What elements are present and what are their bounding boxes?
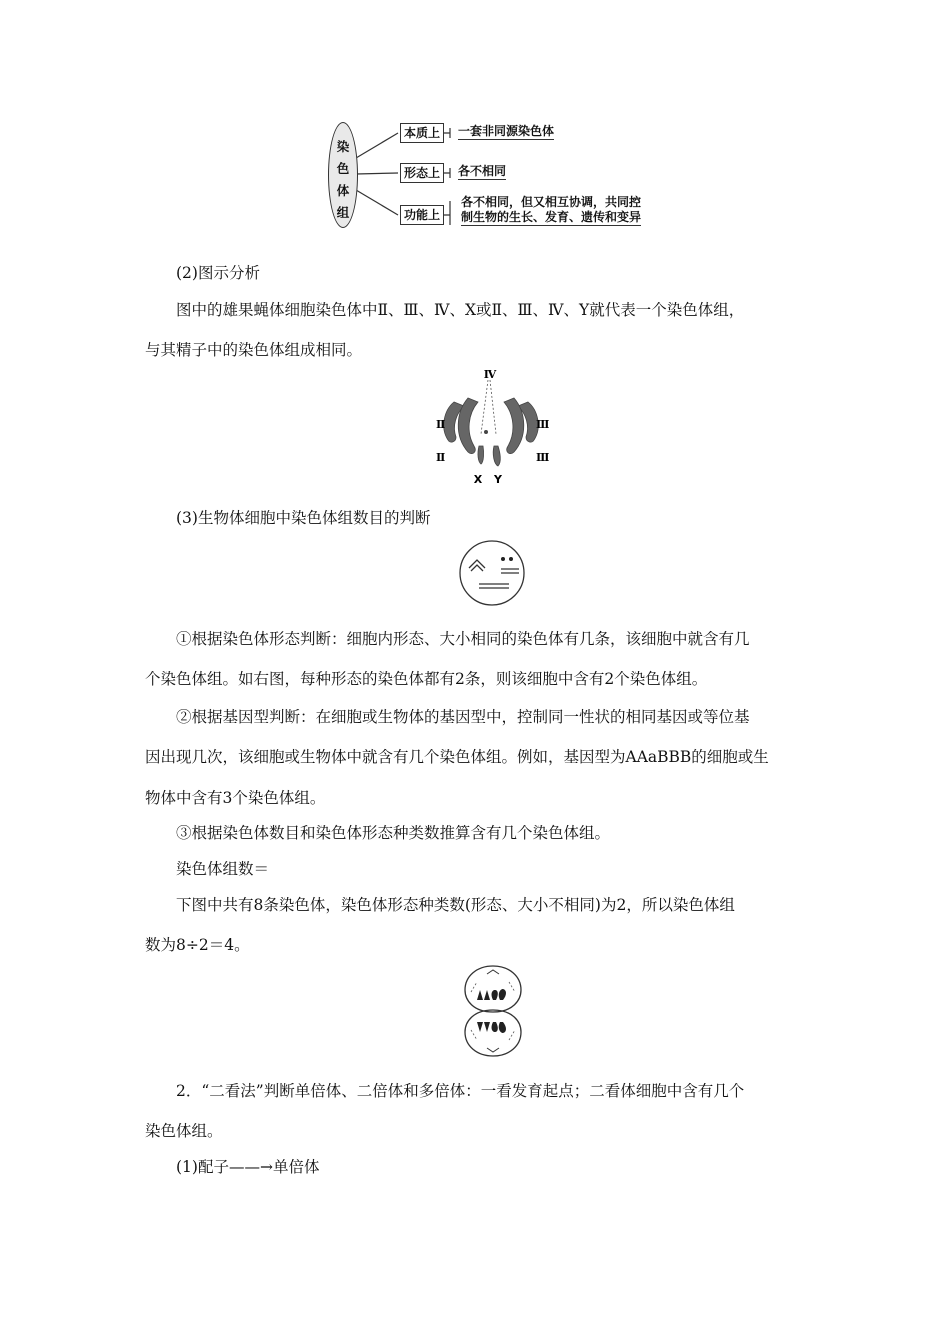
label-y: Y [494, 473, 502, 486]
label-x: X [473, 473, 483, 486]
paragraph: 数为8÷2＝4。 [145, 936, 250, 954]
center-char: 色 [336, 161, 350, 176]
branch-label-function: 功能上 [400, 205, 444, 225]
branch-label-form: 形态上 [400, 163, 444, 183]
chromosome-y [493, 446, 500, 466]
dividing-cell-figure [463, 964, 523, 1058]
center-char: 体 [336, 183, 350, 198]
chromosome-x [478, 446, 484, 464]
paragraph: (1)配子——→单倍体 [176, 1158, 320, 1176]
fruit-fly-chromosome-figure [428, 366, 554, 488]
paragraph: ③根据染色体数目和染色体形态种类数推算含有几个染色体组。 [176, 824, 611, 842]
label-ii-top: Ⅱ [436, 418, 446, 431]
paragraph: 图中的雄果蝇体细胞染色体中Ⅱ、Ⅲ、Ⅳ、X或Ⅱ、Ⅲ、Ⅳ、Y就代表一个染色体组， [176, 301, 745, 319]
paragraph: 染色体组。 [145, 1122, 223, 1140]
center-oval [328, 122, 358, 228]
paragraph: 下图中共有8条染色体，染色体形态种类数(形态、大小不相同)为2，所以染色体组 [176, 896, 735, 914]
chromosome-set-concept-map [328, 118, 668, 228]
label-iii-bottom: Ⅲ [536, 451, 550, 464]
branch-text-function-line1: 各不相同，但又相互协调，共同控 [461, 195, 642, 209]
label-iii-top: Ⅲ [536, 418, 550, 431]
paragraph: ①根据染色体形态判断：细胞内形态、大小相同的染色体有几条，该细胞中就含有几 [176, 630, 750, 648]
cell-chromosome-figure [457, 538, 527, 608]
center-char: 染 [336, 139, 350, 154]
center-char: 组 [336, 205, 350, 220]
label-iv: Ⅳ [483, 368, 497, 381]
paragraph: ②根据基因型判断：在细胞或生物体的基因型中，控制同一性状的相同基因或等位基 [176, 708, 750, 726]
label-ii-bottom: Ⅱ [436, 451, 446, 464]
branch-text-form: 各不相同 [458, 164, 507, 178]
paragraph: 染色体组数＝ [176, 860, 270, 878]
paragraph: (2)图示分析 [176, 264, 260, 282]
paragraph: 与其精子中的染色体组成相同。 [145, 341, 363, 359]
paragraph: (3)生物体细胞中染色体组数目的判断 [176, 509, 431, 527]
paragraph: 物体中含有3个染色体组。 [145, 789, 326, 807]
paragraph: 2．“二看法”判断单倍体、二倍体和多倍体：一看发育起点；二看体细胞中含有几个 [176, 1082, 745, 1100]
paragraph: 个染色体组。如右图，每种形态的染色体都有2条，则该细胞中含有2个染色体组。 [145, 670, 708, 688]
branch-text-function-line2: 制生物的生长、发育、遗传和变异 [461, 210, 642, 224]
branch-label-essence: 本质上 [400, 123, 444, 143]
branch-text-essence: 一套非同源染色体 [458, 124, 555, 138]
paragraph: 因出现几次，该细胞或生物体中就含有几个染色体组。例如，基因型为AAaBBB的细胞或生 [145, 748, 769, 766]
chromosome-iv-dot [484, 430, 488, 434]
